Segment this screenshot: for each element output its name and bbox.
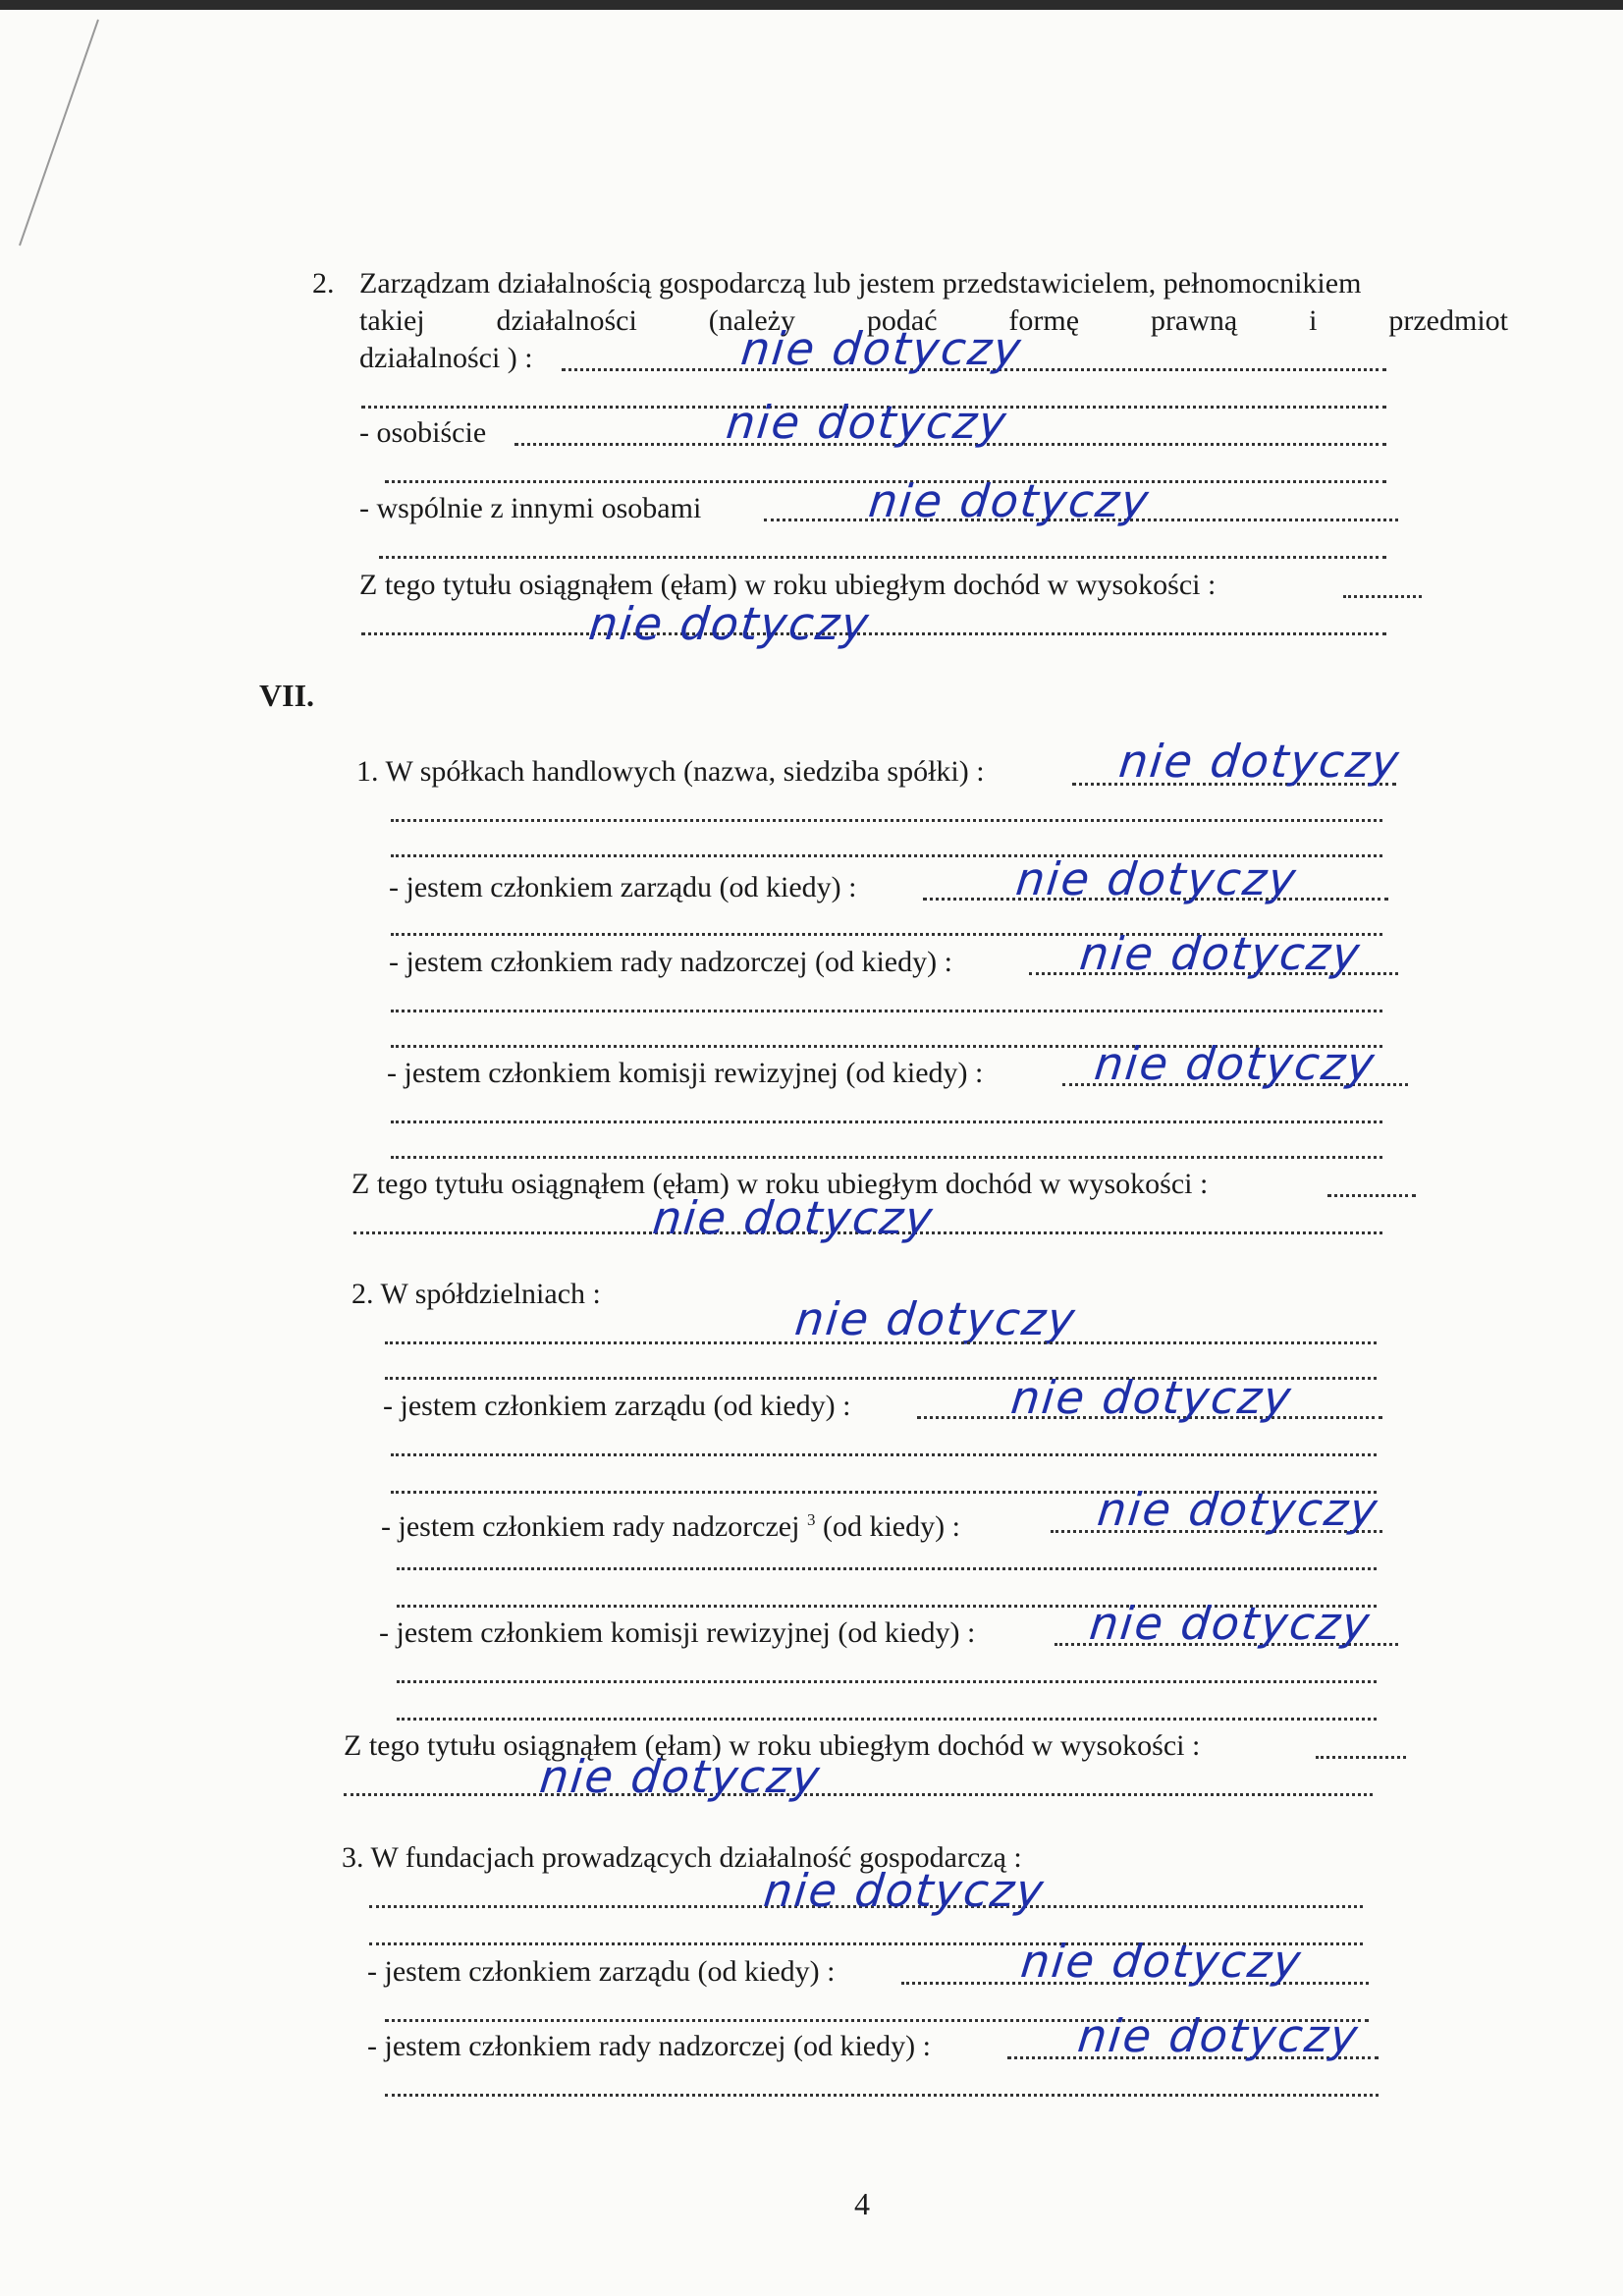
rada-tail: (od kiedy) :	[822, 1510, 960, 1543]
item1-label: 1. W spółkach handlowych (nazwa, siedziba spółki) :	[356, 755, 985, 788]
fill-line[interactable]	[385, 1341, 1377, 1344]
handwritten-answer: nie dotyczy	[1018, 1935, 1305, 1988]
handwritten-answer: nie dotyczy	[1008, 1371, 1295, 1424]
income-label: Z tego tytułu osiągnąłem (ęłam) w roku ubiegłym dochód w wysokości :	[359, 569, 1217, 601]
handwritten-answer: nie dotyczy	[1116, 735, 1403, 788]
rada-label: - jestem członkiem rady nadzorczej (od kiedy) :	[367, 2030, 931, 2062]
rada-label: - jestem członkiem rady nadzorczej (od kiedy) :	[389, 946, 952, 978]
handwritten-answer: nie dotyczy	[586, 597, 873, 650]
fill-line[interactable]	[385, 2094, 1379, 2097]
page-fold-shadow	[0, 0, 108, 255]
fill-line[interactable]	[1316, 1756, 1406, 1759]
handwritten-answer: nie dotyczy	[1013, 852, 1300, 905]
fill-line[interactable]	[391, 819, 1382, 822]
zarzad-label: - jestem członkiem zarządu (od kiedy) :	[389, 871, 857, 903]
rada-text: - jestem członkiem rady nadzorczej	[381, 1510, 800, 1543]
scan-top-edge	[0, 0, 1623, 10]
fill-line[interactable]	[391, 1156, 1382, 1159]
page-number: 4	[854, 2186, 870, 2221]
income-label: Z tego tytułu osiągnąłem (ęłam) w roku ubiegłym dochód w wysokości :	[352, 1168, 1209, 1200]
fill-line[interactable]	[397, 1680, 1377, 1683]
handwritten-answer: nie dotyczy	[1087, 1597, 1374, 1650]
handwritten-answer: nie dotyczy	[1077, 927, 1364, 980]
item-text-line2: takiej działalności (należy podać formę prawną i przedmiot	[359, 304, 1508, 337]
handwritten-answer: nie dotyczy	[738, 322, 1025, 375]
komisja-label: - jestem członkiem komisji rewizyjnej (od kiedy) :	[379, 1616, 976, 1649]
komisja-label: - jestem członkiem komisji rewizyjnej (od kiedy) :	[387, 1057, 984, 1089]
item-text-line1: Zarządzam działalnością gospodarczą lub jestem przedstawicielem, pełnomocnikiem	[359, 267, 1362, 300]
section-heading: VII.	[259, 678, 315, 713]
fill-line[interactable]	[1327, 1194, 1416, 1197]
income-label: Z tego tytułu osiągnąłem (ęłam) w roku ubiegłym dochód w wysokości :	[344, 1729, 1201, 1762]
handwritten-answer: nie dotyczy	[1075, 2009, 1362, 2062]
handwritten-answer: nie dotyczy	[866, 474, 1153, 527]
handwritten-answer: nie dotyczy	[792, 1292, 1079, 1345]
rada-label	[381, 1503, 960, 1545]
fill-line[interactable]	[391, 1121, 1382, 1123]
fill-line[interactable]	[397, 1567, 1377, 1570]
handwritten-answer: nie dotyczy	[1092, 1037, 1379, 1090]
fill-line[interactable]	[379, 556, 1386, 559]
wspolnie-label: - wspólnie z innymi osobami	[359, 492, 702, 524]
handwritten-answer: nie dotyczy	[761, 1864, 1048, 1917]
zarzad-label: - jestem członkiem zarządu (od kiedy) :	[367, 1955, 836, 1988]
fill-line[interactable]	[391, 1010, 1382, 1012]
fill-line[interactable]	[397, 1718, 1377, 1721]
fill-line[interactable]	[1343, 595, 1422, 598]
item3-label: 3. W fundacjach prowadzących działalność gospodarczą :	[342, 1841, 1022, 1874]
fill-line[interactable]	[361, 632, 1386, 635]
footnote-mark: 3	[806, 1510, 816, 1529]
zarzad-label: - jestem członkiem zarządu (od kiedy) :	[383, 1390, 851, 1422]
item2-label: 2. W spółdzielniach :	[352, 1278, 601, 1310]
handwritten-answer: nie dotyczy	[1095, 1483, 1381, 1536]
handwritten-answer: nie dotyczy	[724, 396, 1010, 449]
osobiscie-label: - osobiście	[359, 416, 487, 449]
fill-line[interactable]	[344, 1793, 1373, 1796]
item-number: 2.	[312, 267, 335, 300]
handwritten-answer: nie dotyczy	[537, 1750, 824, 1803]
fill-line[interactable]	[391, 1453, 1377, 1456]
handwritten-answer: nie dotyczy	[650, 1191, 937, 1244]
item-text-line3: działalności ) :	[359, 342, 533, 374]
